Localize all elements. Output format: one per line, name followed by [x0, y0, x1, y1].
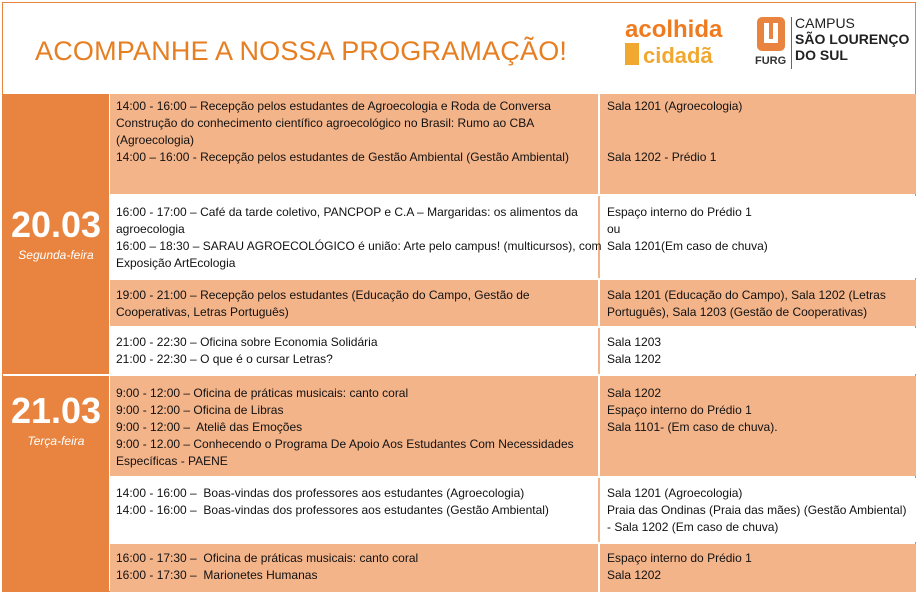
day-block-21-03 [3, 376, 109, 592]
schedule-row [110, 376, 916, 476]
campus-name [795, 15, 909, 63]
page-title: ACOMPANHE A NOSSA PROGRAMAÇÃO! [35, 36, 568, 66]
location-text: Sala 1202 [607, 386, 662, 400]
activities-cell [116, 98, 604, 166]
location-text: Espaço interno do Prédio 1 [607, 403, 752, 417]
schedule-row [110, 94, 916, 194]
campus-line-2: SÃO LOURENÇO [795, 31, 910, 47]
activity-text: 16:00 - 17:30 – Marionetes Humanas [116, 568, 318, 582]
activities-cell [116, 385, 604, 470]
activity-text: 9:00 - 12:00 – Oficina de práticas musicais: canto coral [116, 386, 409, 400]
activity-text: 14:00 - 16:00 – Boas-vindas dos professores aos estudantes (Gestão Ambiental) [116, 503, 549, 517]
activity-text: 9:00 - 12:00 – Ateliê das Emoções [116, 420, 303, 434]
location-text: Sala 1201 (Agroecologia) [607, 486, 743, 500]
location-cell [607, 485, 910, 536]
header [3, 3, 915, 94]
activity-text: 9:00 - 12:00 – Oficina de Libras [116, 403, 284, 417]
logo-text-acolhida: acolhida [625, 16, 723, 43]
campus-line-3: DO SUL [795, 47, 848, 63]
activities-cell [116, 287, 604, 321]
day-date: 21.03 [10, 390, 102, 431]
location-cell [607, 98, 907, 166]
activity-text: 16:00 - 17:30 – Oficina de práticas musicais: canto coral [116, 551, 419, 565]
activity-text: 21:00 - 22:30 – O que é o cursar Letras? [116, 352, 333, 366]
location-cell [607, 334, 907, 368]
location-text: Praia das Ondinas (Praia das mães) (Gestão Ambiental) - Sala 1202 (Em caso de chuva) [607, 503, 910, 534]
logo-divider [791, 17, 792, 69]
location-text: ou [607, 222, 621, 236]
activity-text: 16:00 – 18:30 – SARAU AGROECOLÓGICO é união: Arte pelo campus! (multicursos), com Exposição ArtEcologia [116, 239, 605, 270]
day-weekday: Segunda-feira [18, 248, 94, 262]
schedule-row [110, 196, 916, 278]
location-cell [607, 287, 907, 321]
activity-text: 14:00 – 16:00 - Recepção pelos estudantes de Gestão Ambiental (Gestão Ambiental) [116, 150, 569, 164]
acolhida-cidada-logo [623, 15, 735, 69]
schedule-row [110, 544, 916, 592]
location-text: Sala 1203 [607, 335, 662, 349]
day-date: 20.03 [10, 204, 102, 245]
activity-text: 19:00 - 21:00 – Recepção pelos estudantes (Educação do Campo, Gestão de Cooperativas, Letras Português) [116, 288, 533, 319]
location-text: Espaço interno do Prédio 1 [607, 551, 752, 565]
schedule-row [110, 478, 916, 542]
activities-cell [116, 485, 604, 519]
day-block-20-03 [3, 94, 109, 374]
location-text: Sala 1202 - Prédio 1 [607, 150, 717, 164]
activities-cell [116, 334, 604, 368]
location-cell [607, 204, 907, 255]
location-spacer [607, 115, 907, 149]
day-weekday: Terça-feira [27, 434, 85, 448]
activity-text: 14:00 - 16:00 – Boas-vindas dos professores aos estudantes (Agroecologia) [116, 486, 525, 500]
furg-label: FURG [755, 55, 787, 67]
location-text: Sala 1201 (Educação do Campo), Sala 1202 (Letras Português), Sala 1203 (Gestão de Cooperativas) [607, 288, 890, 319]
activities-cell [116, 204, 604, 272]
location-text: Sala 1201 (Agroecologia) [607, 99, 743, 113]
campus-line-1: CAMPUS [795, 15, 855, 31]
activities-cell [116, 550, 604, 584]
location-text: Sala 1202 [607, 352, 662, 366]
furg-emblem-icon [755, 15, 787, 53]
logo-text-cidada: cidadã [643, 43, 713, 68]
location-text: Espaço interno do Prédio 1 [607, 205, 752, 219]
location-text: Sala 1201(Em caso de chuva) [607, 239, 768, 253]
campus-logo [755, 15, 922, 75]
location-cell [607, 385, 907, 436]
activity-text: 21:00 - 22:30 – Oficina sobre Economia Solidária [116, 335, 378, 349]
activity-text: 14:00 - 16:00 – Recepção pelos estudantes de Agroecologia e Roda de Conversa Construção do conhecimento científico agroecológico no Brasil: Rumo ao CBA (Agroecologia) [116, 99, 555, 147]
location-text: Sala 1101- (Em caso de chuva). [607, 420, 778, 434]
schedule-row [110, 280, 916, 326]
location-cell [607, 550, 907, 584]
activity-text: 16:00 - 17:00 – Café da tarde coletivo, PANCPOP e C.A – Margaridas: os alimentos da agroecologia [116, 205, 582, 236]
schedule-row [110, 328, 916, 374]
location-text: Sala 1202 [607, 568, 662, 582]
activity-text: 9:00 - 12.00 – Conhecendo o Programa De Apoio Aos Estudantes Com Necessidades Específicas - PAENE [116, 437, 577, 468]
